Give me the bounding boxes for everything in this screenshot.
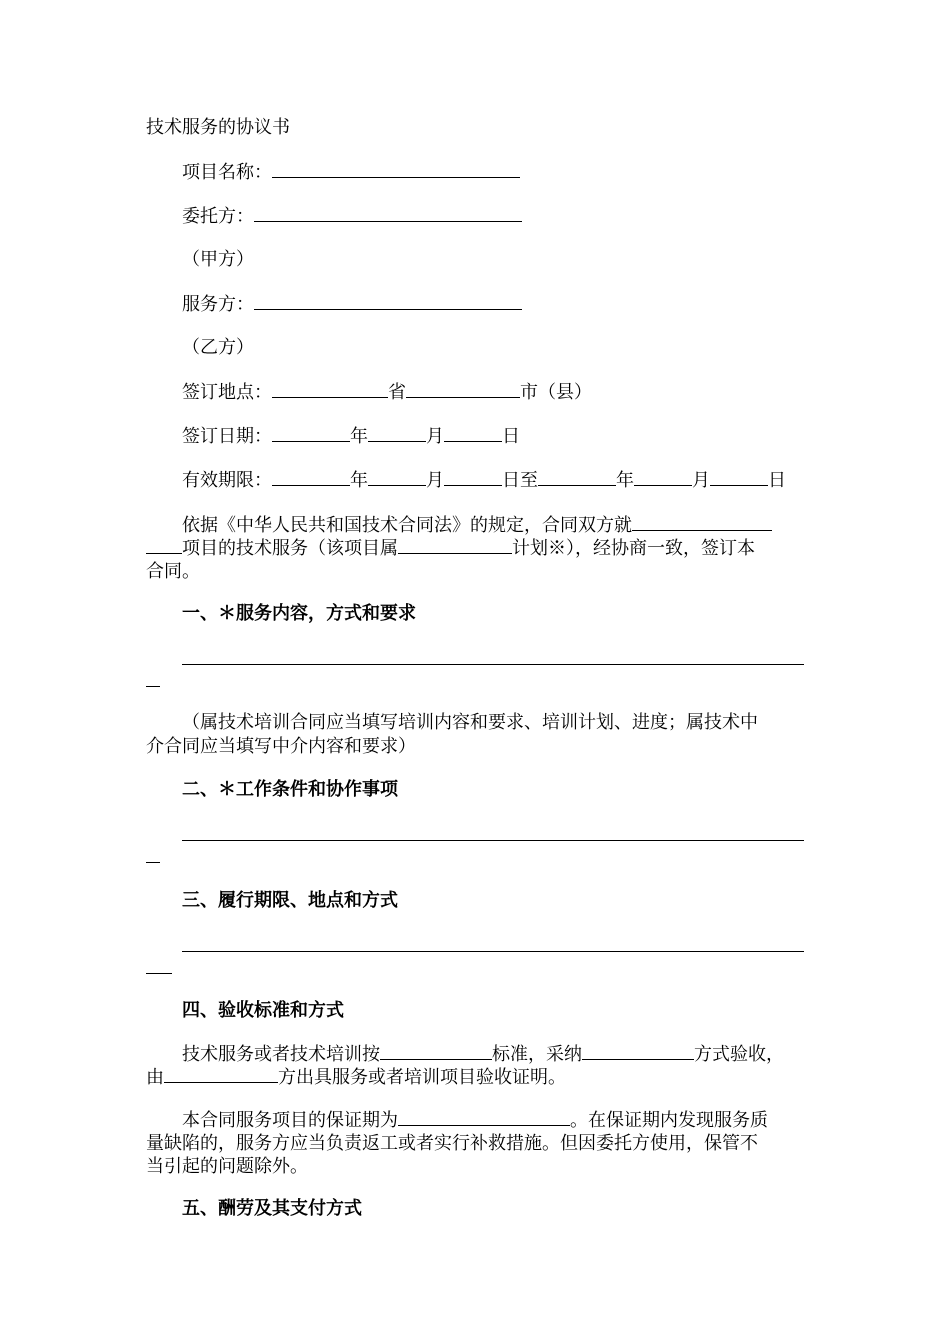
acceptance-text-2b: 方出具服务或者培训项目验收证明。 — [278, 1067, 566, 1088]
section-2-heading: 二、＊工作条件和协作事项 — [182, 779, 398, 800]
party-a-label: （甲方） — [182, 249, 254, 270]
end-year-field[interactable] — [538, 469, 616, 486]
month-label: 月 — [426, 426, 444, 447]
project-field-cont[interactable] — [146, 537, 182, 554]
section-4-heading: 四、验收标准和方式 — [182, 1000, 344, 1021]
warranty-line-1 — [182, 1109, 768, 1132]
validity-label: 有效期限： — [182, 470, 272, 491]
provider-line — [182, 293, 522, 316]
issuer-field[interactable] — [164, 1066, 278, 1083]
document-title: 技术服务的协议书 — [146, 117, 290, 138]
section-3-fill-line-tail[interactable] — [146, 973, 172, 974]
acceptance-text-1b: 标准，采纳 — [492, 1044, 582, 1065]
party-b-label: （乙方） — [182, 337, 254, 358]
start-day-field[interactable] — [444, 469, 502, 486]
start-month-field[interactable] — [368, 469, 426, 486]
section-2-fill-line-tail[interactable] — [146, 862, 160, 863]
validity-line — [182, 469, 786, 492]
warranty-text-1b: 。在保证期内发现服务质 — [570, 1110, 768, 1131]
year-label: 年 — [350, 470, 368, 491]
acceptance-text-1a: 技术服务或者技术培训按 — [182, 1044, 380, 1065]
method-field[interactable] — [582, 1043, 694, 1060]
project-name-line — [182, 161, 520, 184]
intro-text-2b: 计划※），经协商一致，签订本 — [512, 538, 755, 559]
start-year-field[interactable] — [272, 469, 350, 486]
intro-line-2 — [146, 537, 755, 560]
section-3-fill-line[interactable] — [182, 951, 804, 952]
provider-field[interactable] — [254, 293, 522, 310]
intro-line-1 — [182, 514, 772, 537]
sign-month-field[interactable] — [368, 425, 426, 442]
warranty-line-3: 当引起的问题除外。 — [146, 1156, 308, 1177]
intro-text-3: 合同。 — [146, 561, 200, 582]
section-1-heading: 一、＊服务内容，方式和要求 — [182, 603, 416, 624]
sign-date-label: 签订日期： — [182, 426, 272, 447]
day-to-label: 日至 — [502, 470, 538, 491]
year-label: 年 — [350, 426, 368, 447]
day-label: 日 — [502, 426, 520, 447]
project-name-field[interactable] — [272, 161, 520, 178]
end-month-field[interactable] — [634, 469, 692, 486]
section-3-heading: 三、履行期限、地点和方式 — [182, 890, 398, 911]
acceptance-line-2 — [146, 1066, 566, 1089]
acceptance-text-2a: 由 — [146, 1067, 164, 1088]
warranty-period-field[interactable] — [398, 1109, 570, 1126]
section-5-heading: 五、酬劳及其支付方式 — [182, 1198, 362, 1219]
acceptance-line-1 — [182, 1043, 784, 1066]
project-field[interactable] — [632, 514, 772, 531]
acceptance-text-1c: 方式验收， — [694, 1044, 784, 1065]
project-name-label: 项目名称： — [182, 162, 272, 183]
month-label: 月 — [426, 470, 444, 491]
client-field[interactable] — [254, 205, 522, 222]
sign-year-field[interactable] — [272, 425, 350, 442]
city-label: 市（县） — [520, 382, 592, 403]
note-1-line-1: （属技术培训合同应当填写培训内容和要求、培训计划、进度；属技术中 — [182, 712, 758, 733]
client-line — [182, 205, 522, 228]
section-1-fill-line-tail[interactable] — [146, 686, 160, 687]
sign-place-label: 签订地点： — [182, 382, 272, 403]
section-2-fill-line[interactable] — [182, 840, 804, 841]
section-1-fill-line[interactable] — [182, 664, 804, 665]
standard-field[interactable] — [380, 1043, 492, 1060]
province-label: 省 — [388, 382, 406, 403]
provider-label: 服务方： — [182, 294, 254, 315]
sign-day-field[interactable] — [444, 425, 502, 442]
plan-field[interactable] — [398, 537, 512, 554]
province-field[interactable] — [272, 381, 388, 398]
city-field[interactable] — [406, 381, 520, 398]
intro-text-1: 依据《中华人民共和国技术合同法》的规定，合同双方就 — [182, 515, 632, 536]
day-label: 日 — [768, 470, 786, 491]
note-1-line-2: 介合同应当填写中介内容和要求） — [146, 736, 416, 757]
warranty-line-2: 量缺陷的，服务方应当负责返工或者实行补救措施。但因委托方使用，保管不 — [146, 1133, 758, 1154]
sign-place-line — [182, 381, 592, 404]
year-label: 年 — [616, 470, 634, 491]
intro-text-2a: 项目的技术服务（该项目属 — [182, 538, 398, 559]
sign-date-line — [182, 425, 520, 448]
month-label: 月 — [692, 470, 710, 491]
warranty-text-1a: 本合同服务项目的保证期为 — [182, 1110, 398, 1131]
client-label: 委托方： — [182, 206, 254, 227]
end-day-field[interactable] — [710, 469, 768, 486]
